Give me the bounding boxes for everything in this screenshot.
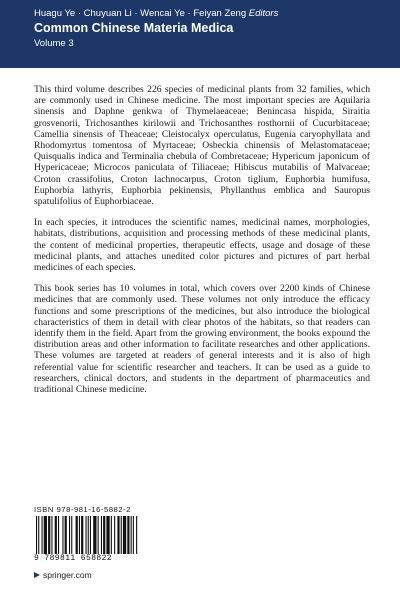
author-names: Huagu Ye · Chuyuan Li · Wencai Ye · Feiyan Zeng xyxy=(34,8,247,19)
cover-header-band xyxy=(0,0,400,68)
blurb-paragraph: This third volume describes 226 species of medicinal plants from 32 families, which are commonly used in Chinese medicine. The most important species are Aquilaria sinensis and Daphne genkwa of Thymelaeaceae; Benincasa hispida, Siraitia grosvenorii, Trichosanthes kirilowii and Trichosanthes rosthornii of Cucurbitaceae; Camellia sinensis of Theaceae; Cleistocalyx operculatus, Eugenia caryophyllata and Rhodomyrtus tomentosa of Myrtaceae; Osbeckia chinensis of Melastomataceae; Quisqualis indica and Terminalia chebula of Combretaceae; Hypericum japonicum of Hypericaceae; Microcos paniculata of Tiliaceae; Hibiscus mutabilis of Malvaceae; Croton crassifolius, Croton lachnocarpus, Croton tiglium, Euphorbia humifusa, Euphorbia lathyris, Euphorbia pekinensis, Phyllanthus emblica and Sauropus spatulifolius of Euphorbiaceae. xyxy=(34,84,370,208)
barcode-image xyxy=(34,516,150,554)
publisher-url[interactable]: springer.com xyxy=(43,570,92,580)
blurb-paragraph: This book series has 10 volumes in total, which covers over 2200 kinds of Chinese medicines that are commonly used. These volumes not only introduce the efficacy functions and some prescriptions of the medicines, but also introduce the biological characteristics of them in detail with clear photos of the habitats, so that readers can identify them in the field. Apart from the growing environment, the books expound the distribution areas and other information to facilitate researches and other applications. These volumes are targeted at readers of general interests and it is also of high referential value for scientific researcher and teachers. It can be used as a guide to researchers, clinical doctors, and students in the department of pharmaceutics and traditional Chinese medicine. xyxy=(34,283,370,396)
editors-label: Editors xyxy=(248,8,279,19)
isbn-barcode-block xyxy=(34,505,152,567)
author-line xyxy=(34,8,278,19)
arrow-right-icon xyxy=(34,572,40,578)
publisher-link[interactable] xyxy=(34,570,92,580)
blurb-text xyxy=(34,84,370,405)
blurb-paragraph: In each species, it introduces the scientific names, medicinal names, morphologies, habitats, distributions, acquisition and processing methods of these medicinal plants, the content of medicinal properties, therapeutic effects, usage and dosage of these medicinal plants, and attaches unedited color pictures and pictures of part herbal medicines of each species. xyxy=(34,217,370,274)
book-title: Common Chinese Materia Medica xyxy=(34,21,234,35)
volume-label: Volume 3 xyxy=(34,38,74,49)
isbn-label: ISBN 978-981-16-5882-2 xyxy=(34,505,132,514)
barcode-digits: 9 789811 658822 xyxy=(34,554,113,563)
